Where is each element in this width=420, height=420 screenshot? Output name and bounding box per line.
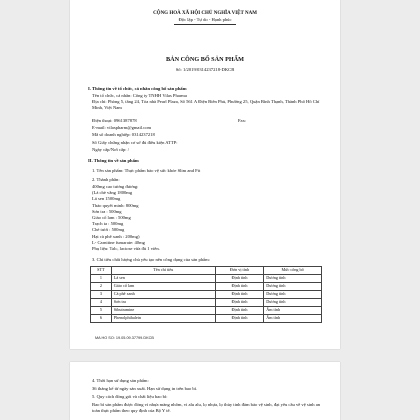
table-header-cell: Tên chỉ tiêu [111, 267, 215, 275]
ingredient-line: L- Carnitine fumarate: 40mg [92, 239, 145, 245]
document-title: BẢN CÔNG BỐ SẢN PHẨM [165, 56, 245, 63]
ingredient-line: Sơn tra : 500mg [92, 208, 122, 214]
table-row [91, 299, 322, 307]
table-header-cell: STT [91, 267, 112, 275]
section-2-heading: II. Thông tin về sản phẩm [88, 158, 139, 163]
table-cell: 5 [91, 307, 112, 315]
table-cell: Định tính [215, 291, 264, 299]
shelf-life-heading: 4. Thời hạn sử dụng sản phẩm: [92, 378, 149, 383]
quality-criteria-heading: 3. Chỉ tiêu chất lượng chủ yếu tạo nên công dụng của sản phẩm: [92, 257, 210, 262]
table-cell: 1 [91, 275, 112, 283]
table-cell: Dương tính [264, 291, 322, 299]
atp-certificate: Số Giấy chứng nhận cơ sở đủ điều kiện ATTP: [92, 140, 178, 145]
table-cell: Phenolphthalein [111, 315, 215, 323]
issue-date: Ngày cấp/Nơi cấp: / [92, 147, 129, 152]
table-cell: Âm tính [264, 315, 322, 323]
org-phone: Điện thoại: 0961387878 [92, 118, 137, 123]
document-page-1 [70, 0, 340, 349]
ingredient-line: (Lá chè vằng 1800mg [92, 190, 133, 196]
table-row [91, 307, 322, 315]
quality-criteria-table [90, 266, 322, 323]
product-name: 1. Tên sản phẩm: Thực phẩm bảo vệ sức khỏe Slim and Fit [92, 168, 201, 173]
table-cell: Định tính [215, 307, 264, 315]
ingredient-line: Giảo cổ lam : 500mg [92, 215, 131, 220]
business-registration: Mã số doanh nghiệp: 0314237218 [92, 132, 155, 137]
table-cell: Định tính [215, 275, 264, 283]
org-name: Tên tổ chức, cá nhân: Công ty TNHH Vilas Pharma [92, 93, 187, 98]
table-row [91, 283, 322, 291]
org-address: Địa chỉ: Phòng 5, tầng 24, Tòa nhà Pearl Plaza, Số 561 A Điện Biên Phủ, Phường 25, Quận Bình Thạnh, Thành Phố Hồ Chí Minh, Việt Nam [92, 99, 320, 110]
table-cell: 4 [91, 299, 112, 307]
packaging-heading: 5. Quy cách đóng gói và chất liệu bao bì: [92, 394, 168, 399]
ingredient-line: Hạt cà phê xanh : 200mg) [92, 233, 140, 239]
table-cell: Sơn tra [111, 299, 215, 307]
ingredient-line: 400mg cao tương đương: [92, 184, 139, 189]
ingredient-line: Trạch ta : 500mg [92, 221, 124, 227]
dossier-code: MA HO SO: 19.05.09.37799.DKCB [95, 336, 154, 340]
document-number: Số: 1/2019/0314237218-DKCB [175, 67, 235, 72]
shelf-life-text: 36 tháng kể từ ngày sản xuất. Hạn sử dụng in trên bao bì. [92, 386, 198, 391]
table-cell: Cà phê xanh [111, 291, 215, 299]
ingredients-heading: 2. Thành phần: [92, 177, 120, 182]
ingredient-line: Chè tươi : 500mg [92, 227, 125, 233]
table-row [91, 275, 322, 283]
ingredient-line: Thảo quyết minh: 800mg [92, 202, 139, 208]
org-fax: Fax: [238, 118, 247, 123]
table-header-cell: Đơn vị tính [215, 267, 264, 275]
table-header-row [91, 267, 322, 275]
table-cell: Dương tính [264, 283, 322, 291]
ingredient-line: Phụ liệu: Talc, lactose vừa đủ 1 viên. [92, 246, 160, 251]
nation-header: CỘNG HOÀ XÃ HỘI CHỦ NGHĨA VIỆT NAM [153, 11, 257, 16]
table-row [91, 315, 322, 323]
table-cell: Định tính [215, 315, 264, 323]
packaging-text: Bao bì sản phẩm được đóng vỉ nhựa màng nhôm, vỉ alu alu, lọ nhựa, lọ thủy tinh đảm bảo vệ sinh, đạt yêu cầu về vệ sinh an toàn thực phẩm theo quy định của Bộ Y tế. [92, 402, 321, 413]
table-cell: Định tính [215, 283, 264, 291]
table-cell: Sibutramine [111, 307, 215, 315]
ingredient-line: Lá sen 1500mg [92, 196, 121, 202]
table-cell: Giảo cổ lam [111, 283, 215, 291]
table-cell: 3 [91, 291, 112, 299]
section-1-heading: I. Thông tin về tổ chức, cá nhân công bố sản phẩm [88, 86, 187, 91]
table-cell: Dương tính [264, 275, 322, 283]
table-cell: 2 [91, 283, 112, 291]
table-header-cell: Mức công bố [264, 267, 322, 275]
motto-underline [174, 24, 236, 25]
table-row [91, 291, 322, 299]
table-cell: Dương tính [264, 299, 322, 307]
table-cell: Định tính [215, 299, 264, 307]
table-cell: Âm tính [264, 307, 322, 315]
table-cell: Lá sen [111, 275, 215, 283]
table-cell: 6 [91, 315, 112, 323]
org-email: E-mail: vilaspharm@gmail.com [92, 125, 152, 130]
document-page-2 [70, 362, 340, 420]
motto: Độc lập - Tự do - Hạnh phúc [178, 17, 232, 22]
